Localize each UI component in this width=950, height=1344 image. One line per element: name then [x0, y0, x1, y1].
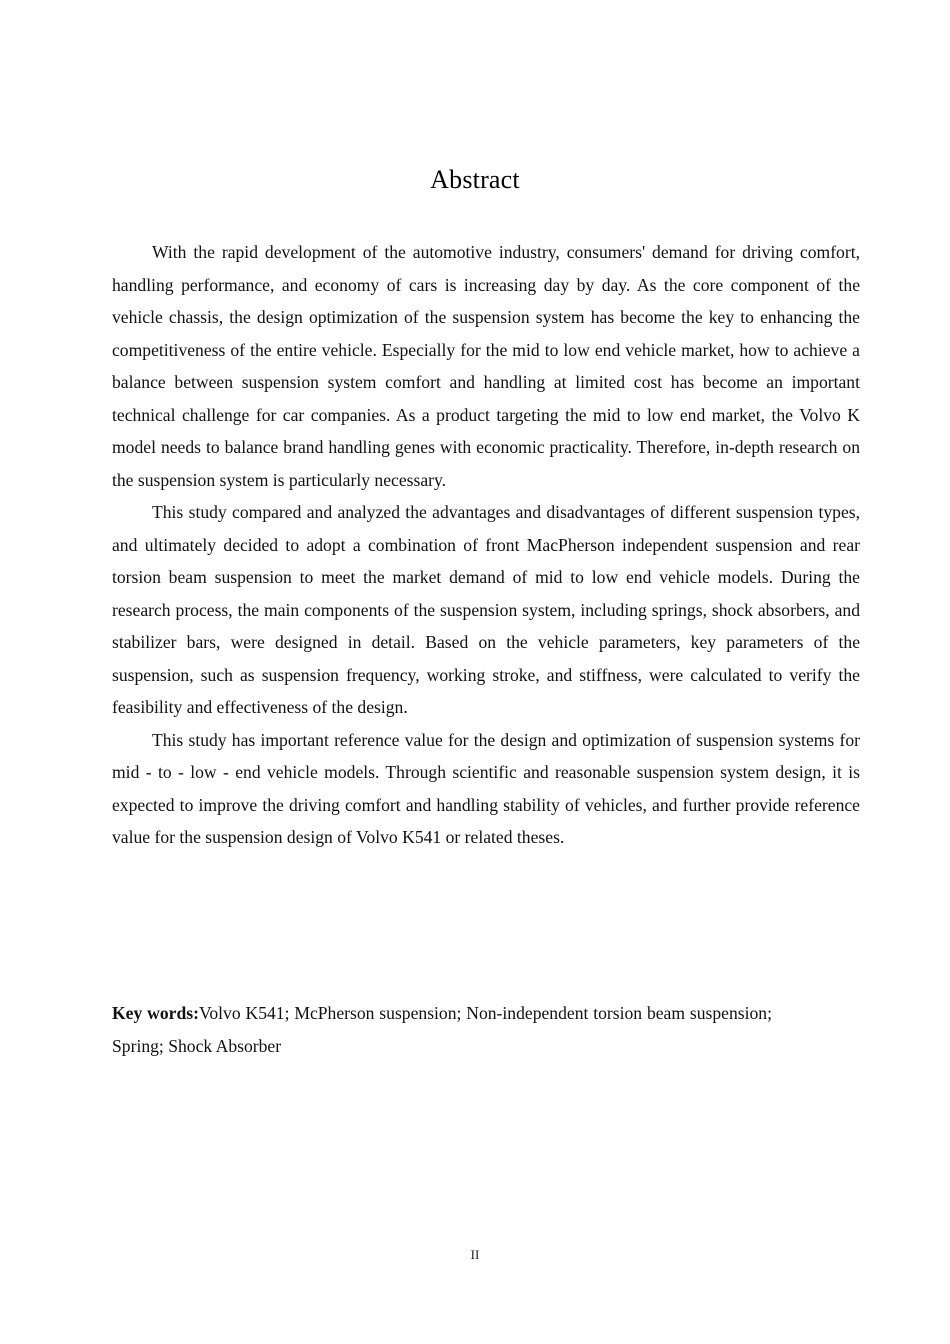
- page-number-footer: II: [470, 1247, 480, 1262]
- page-title: Abstract: [430, 165, 520, 195]
- abstract-paragraph-3: This study has important reference value for the design and optimization of suspension systems for mid - to - low - end vehicle models. Through scientific and reasonable suspension system design, it is expected to improve the driving comfort and handling stability of vehicles, and further provide reference value for the suspension design of Volvo K541 or related theses.: [112, 729, 860, 847]
- keywords-block: [112, 997, 772, 1062]
- abstract-body: [112, 236, 860, 854]
- keywords-value: Volvo K541; McPherson suspension; Non-independent torsion beam suspension; Spring; Shock Absorber: [112, 1003, 772, 1056]
- abstract-paragraph-2: This study compared and analyzed the advantages and disadvantages of different suspension types, and ultimately decided to adopt a combination of front MacPherson independent suspension and rear torsion beam suspension to meet the market demand of mid to low end vehicle models. During the research process, the main components of the suspension system, including springs, shock absorbers, and stabilizer bars, were designed in detail. Based on the vehicle parameters, key parameters of the suspension, such as suspension frequency, working stroke, and stiffness, were calculated to verify the feasibility and effectiveness of the design.: [112, 502, 860, 717]
- keywords-label: Key words:: [112, 1003, 199, 1023]
- keywords-line: [112, 997, 772, 1062]
- abstract-paragraph-1: With the rapid development of the automotive industry, consumers' demand for driving comfort, handling performance, and economy of cars is increasing day by day. As the core component of the vehicle chassis, the design optimization of the suspension system has become the key to enhancing the competitiveness of the entire vehicle. Especially for the mid to low end vehicle market, how to achieve a balance between suspension system comfort and handling at limited cost has become an important technical challenge for car companies. As a product targeting the mid to low end market, the Volvo K model needs to balance brand handling genes with economic practicality. Therefore, in-depth research on the suspension system is particularly necessary.: [112, 242, 860, 490]
